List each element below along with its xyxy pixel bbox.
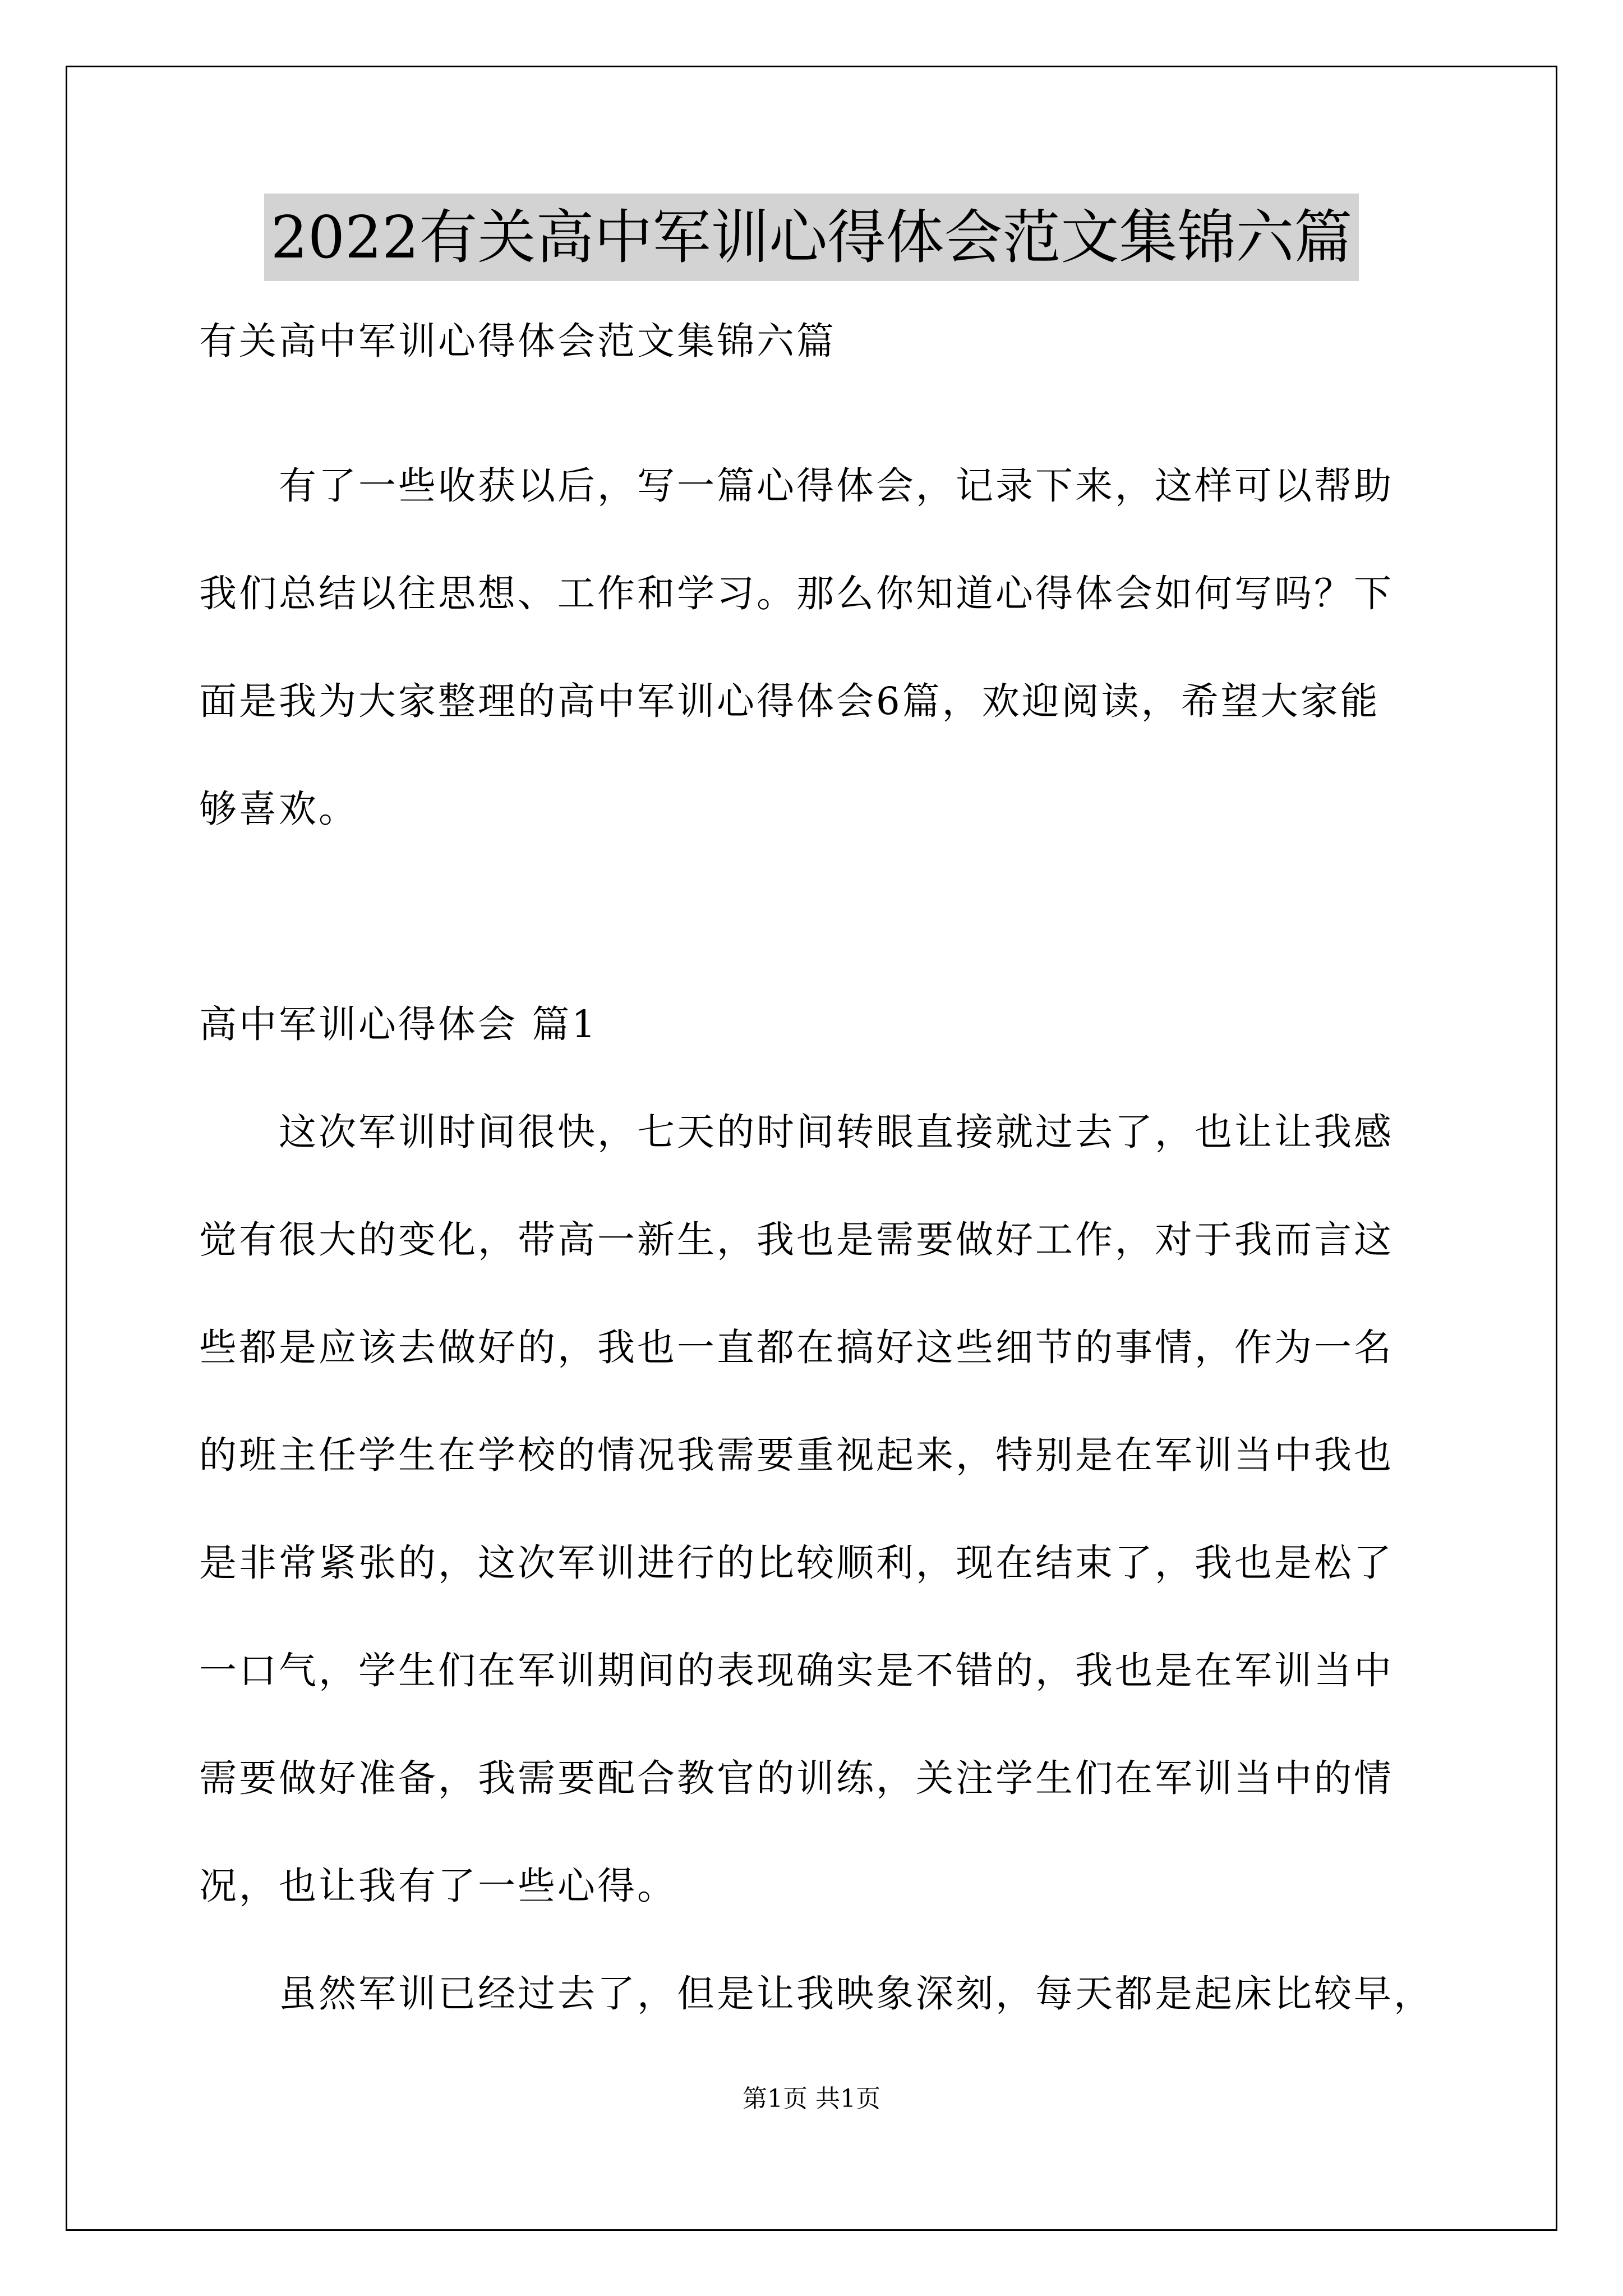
section-line-5: 是非常紧张的，这次军训进行的比较顺利，现在结束了，我也是松了	[199, 1541, 1394, 1585]
section-line-8: 况，也让我有了一些心得。	[199, 1864, 677, 1908]
intro-line-3: 面是我为大家整理的高中军训心得体会6篇，欢迎阅读，希望大家能	[199, 679, 1380, 723]
section-heading: 高中军训心得体会 篇1	[199, 1002, 598, 1046]
section-line-6: 一口气，学生们在军训期间的表现确实是不错的，我也是在军训当中	[199, 1649, 1394, 1692]
page-footer: 第1页 共1页	[743, 2085, 880, 2113]
intro-line-2: 我们总结以往思想、工作和学习。那么你知道心得体会如何写吗？下	[199, 572, 1394, 615]
document-title: 2022有关高中军训心得体会范文集锦六篇	[264, 194, 1359, 281]
section-line-4: 的班主任学生在学校的情况我需要重视起来，特别是在军训当中我也	[199, 1433, 1394, 1477]
title-container	[0, 194, 1623, 281]
subtitle: 有关高中军训心得体会范文集锦六篇	[199, 319, 836, 363]
intro-line-1: 有了一些收获以后，写一篇心得体会，记录下来，这样可以帮助	[279, 464, 1394, 508]
section-line-1: 这次军训时间很快，七天的时间转眼直接就过去了，也让让我感	[279, 1110, 1394, 1154]
paragraph-line-final: 虽然军训已经过去了，但是让我映象深刻，每天都是起床比较早，	[279, 1972, 1433, 2016]
section-line-7: 需要做好准备，我需要配合教官的训练，关注学生们在军训当中的情	[199, 1756, 1394, 1800]
section-line-3: 些都是应该去做好的，我也一直都在搞好这些细节的事情，作为一名	[199, 1326, 1394, 1369]
intro-line-4: 够喜欢。	[199, 787, 358, 831]
section-line-2: 觉有很大的变化，带高一新生，我也是需要做好工作，对于我而言这	[199, 1218, 1394, 1262]
